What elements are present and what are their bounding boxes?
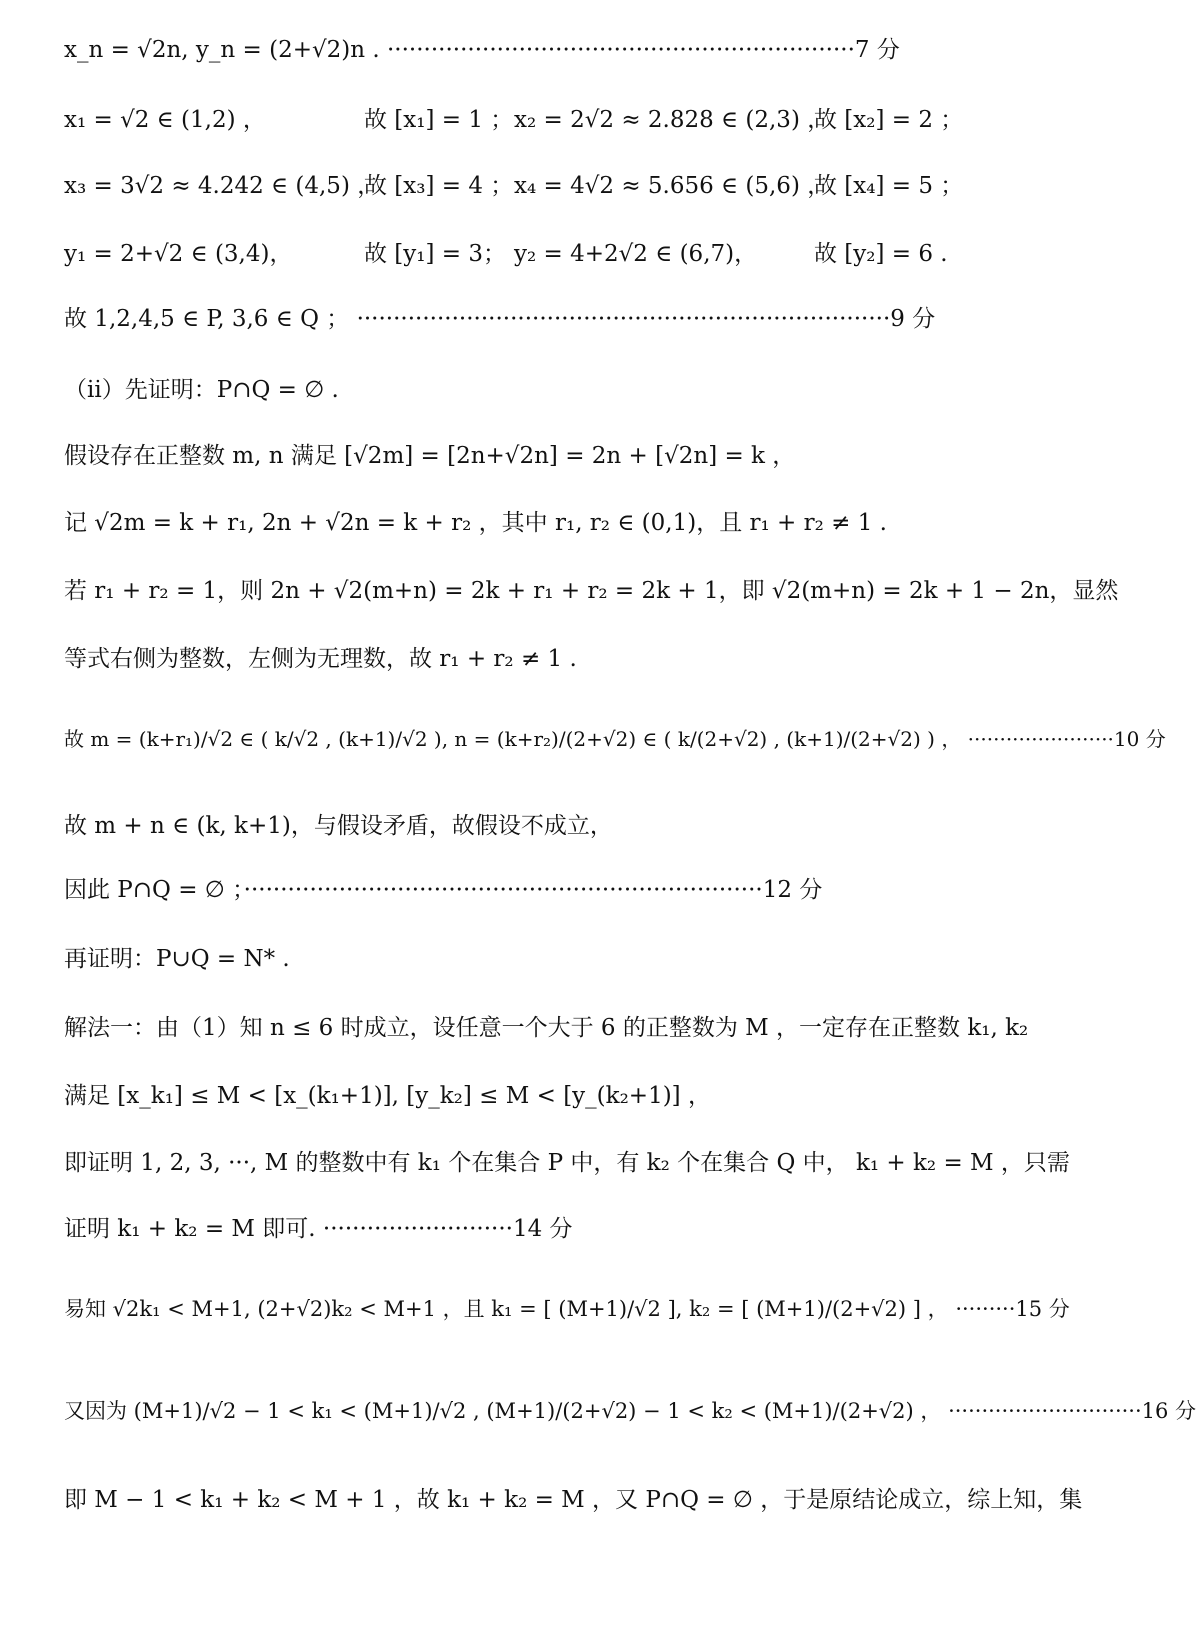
line-if-sum-one: 若 r₁ + r₂ = 1，则 2n + √2(m+n) = 2k + r₁ + r₂ = 2k + 1，即 √2(m+n) = 2k + 1 − 2n，显然 bbox=[64, 578, 1119, 604]
line-y1-y2 bbox=[64, 240, 1032, 269]
x3-value: x₃ = 3√2 ≈ 4.242 ∈ (4,5) ， bbox=[64, 173, 381, 199]
line-xn-yn: x_n = √2n, y_n = (2+√2)n . ································································7 分 bbox=[64, 37, 900, 63]
line-conclusion: 即 M − 1 < k₁ + k₂ < M + 1 ，故 k₁ + k₂ = M ，又 P∩Q = ∅ ，于是原结论成立，综上知，集 bbox=[64, 1487, 1083, 1513]
line-prove-count: 即证明 1, 2, 3, ···, M 的整数中有 k₁ 个在集合 P 中，有 k₂ 个在集合 Q 中， k₁ + k₂ = M ，只需 bbox=[64, 1150, 1070, 1176]
line-intersection-empty: 因此 P∩Q = ∅ ；·······································································12 分 bbox=[64, 877, 823, 903]
y1-value: y₁ = 2+√2 ∈ (3,4)， bbox=[64, 241, 293, 267]
line-easy-know: 易知 √2k₁ < M+1, (2+√2)k₂ < M+1 ，且 k₁ = [ (M+1)/√2 ], k₂ = [ (M+1)/(2+√2) ] ， ·········15 分 bbox=[64, 1297, 1070, 1321]
line-x3-x4 bbox=[64, 172, 1032, 201]
line-irrational: 等式右侧为整数，左侧为无理数，故 r₁ + r₂ ≠ 1 . bbox=[64, 646, 577, 672]
x2-value: x₂ = 2√2 ≈ 2.828 ∈ (2,3) ， bbox=[514, 107, 831, 133]
line-part-ii: （ii）先证明：P∩Q = ∅ . bbox=[64, 377, 339, 403]
x4-floor: 故 [x₄] = 5 ； bbox=[814, 173, 964, 199]
x1-value: x₁ = √2 ∈ (1,2) ， bbox=[64, 107, 266, 133]
x1-floor: 故 [x₁] = 1 ； bbox=[364, 107, 514, 133]
line-because: 又因为 (M+1)/√2 − 1 < k₁ < (M+1)/√2 , (M+1)/(2+√2) − 1 < k₂ < (M+1)/(2+√2) ， ·····························16 分 bbox=[64, 1399, 1196, 1423]
line-sum-equals-m: 证明 k₁ + k₂ = M 即可. ··························14 分 bbox=[64, 1216, 573, 1242]
x2-floor: 故 [x₂] = 2 ； bbox=[814, 107, 964, 133]
y2-floor: 故 [y₂] = 6 . bbox=[814, 241, 948, 267]
line-denote: 记 √2m = k + r₁, 2n + √2n = k + r₂ ，其中 r₁, r₂ ∈ (0,1)，且 r₁ + r₂ ≠ 1 . bbox=[64, 510, 887, 536]
x3-floor: 故 [x₃] = 4 ； bbox=[364, 173, 514, 199]
line-x1-x2 bbox=[64, 106, 1032, 135]
line-satisfy: 满足 [x_k₁] ≤ M < [x_(k₁+1)], [y_k₂] ≤ M < [y_(k₂+1)] ， bbox=[64, 1083, 711, 1109]
line-prove-union: 再证明：P∪Q = N* . bbox=[64, 946, 290, 972]
y1-floor: 故 [y₁] = 3； bbox=[364, 241, 506, 267]
line-m-n-intervals: 故 m = (k+r₁)/√2 ∈ ( k/√2 , (k+1)/√2 ), n = (k+r₂)/(2+√2) ∈ ( k/(2+√2) , (k+1)/(2+√2) ) ， ·······················10 分 bbox=[64, 727, 1166, 751]
line-membership: 故 1,2,4,5 ∈ P, 3,6 ∈ Q ； ·········································································9 分 bbox=[64, 306, 936, 332]
line-assume: 假设存在正整数 m, n 满足 [√2m] = [2n+√2n] = 2n + [√2n] = k ， bbox=[64, 443, 796, 469]
x4-value: x₄ = 4√2 ≈ 5.656 ∈ (5,6) ， bbox=[514, 173, 831, 199]
y2-value: y₂ = 4+2√2 ∈ (6,7)， bbox=[514, 241, 758, 267]
line-method-one: 解法一：由（1）知 n ≤ 6 时成立，设任意一个大于 6 的正整数为 M ，一定存在正整数 k₁, k₂ bbox=[64, 1015, 1029, 1041]
line-contradiction: 故 m + n ∈ (k, k+1)，与假设矛盾，故假设不成立， bbox=[64, 813, 613, 839]
